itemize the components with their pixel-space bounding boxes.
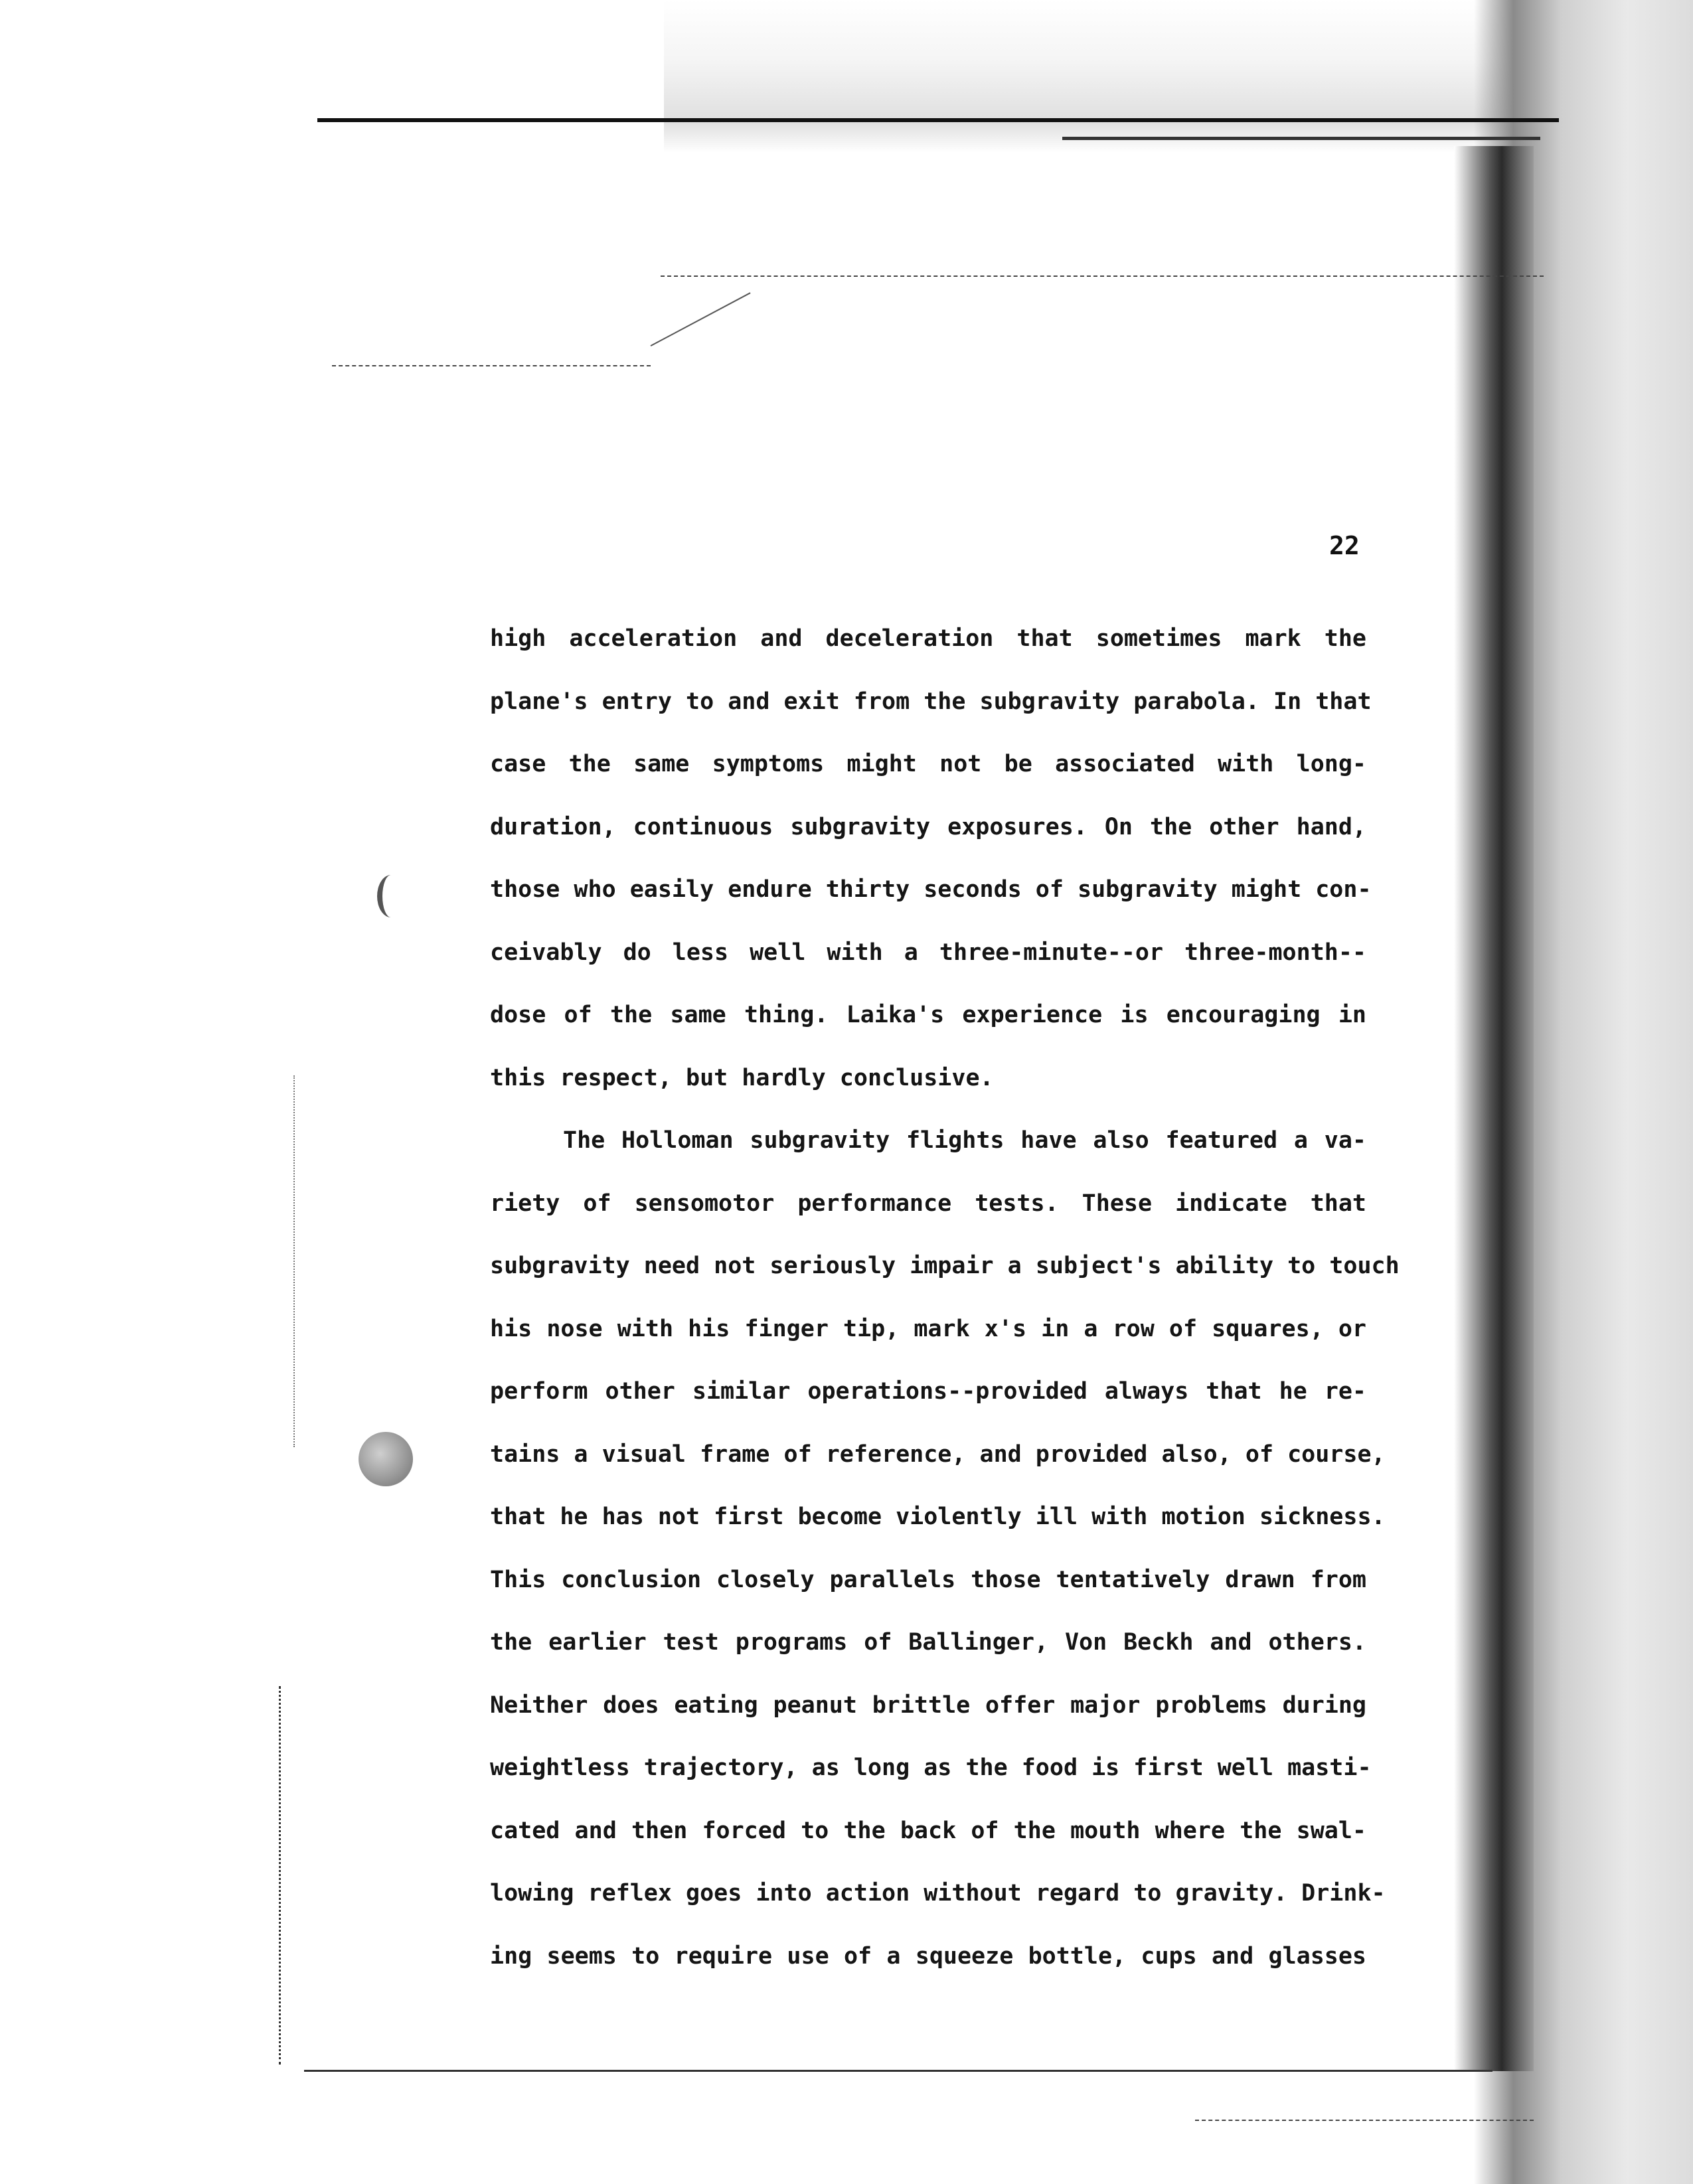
text-line: lowing reflex goes into action without regard to gravity. Drink- — [490, 1880, 1386, 1907]
text-line: ing seems to require use of a squeeze bottle, cups and glasses — [490, 1942, 1366, 1970]
text-line: dose of the same thing. Laika's experience is encouraging in — [490, 1002, 1366, 1028]
scan-dash-line-2 — [332, 365, 651, 366]
text-line: tains a visual frame of reference, and provided also, of course, — [490, 1441, 1386, 1468]
text-line: Neither does eating peanut brittle offer major problems during — [490, 1691, 1366, 1719]
text-line: case the same symptoms might not be associated with long- — [490, 751, 1366, 777]
text-line: ceivably do less well with a three-minute--or three-month-- — [490, 939, 1366, 966]
scan-dash-line-1 — [661, 275, 1544, 277]
body-text — [490, 607, 1400, 1988]
left-edge-artifact — [279, 1686, 281, 2065]
top-edge-line — [317, 118, 1559, 122]
text-line: cated and then forced to the back of the mouth where the swal- — [490, 1817, 1366, 1844]
bottom-edge-line — [304, 2070, 1492, 2072]
text-line: riety of sensomotor performance tests. These indicate that — [490, 1190, 1366, 1217]
text-line: his nose with his finger tip, mark x's in a row of squares, or — [490, 1315, 1366, 1342]
text-line: perform other similar operations--provided always that he re- — [490, 1378, 1366, 1405]
text-line-paragraph-start: The Holloman subgravity flights have also featured a va- — [563, 1127, 1366, 1154]
text-line: duration, continuous subgravity exposures. On the other hand, — [490, 813, 1366, 840]
punch-hole — [359, 1432, 413, 1486]
text-line: high acceleration and deceleration that sometimes mark the — [490, 625, 1366, 652]
punch-hole-mark — [377, 875, 405, 917]
text-line: that he has not first become violently ill with motion sickness. — [490, 1504, 1386, 1530]
page-edge-shadow — [1454, 146, 1534, 2071]
text-line: This conclusion closely parallels those tentatively drawn from — [490, 1566, 1366, 1593]
page-number: 22 — [1329, 531, 1360, 560]
text-line-paragraph-end: this respect, but hardly conclusive. — [490, 1064, 994, 1091]
text-line: weightless trajectory, as long as the food is first well masti- — [490, 1755, 1372, 1781]
text-line: the earlier test programs of Ballinger, Von Beckh and others. — [490, 1629, 1366, 1656]
text-line: subgravity need not seriously impair a subject's ability to touch — [490, 1253, 1400, 1279]
bottom-dash-line — [1195, 2120, 1534, 2121]
text-line: those who easily endure thirty seconds of subgravity might con- — [490, 876, 1372, 903]
text-line: plane's entry to and exit from the subgravity parabola. In that — [490, 688, 1372, 715]
left-edge-artifact-2 — [293, 1075, 295, 1447]
top-edge-line-2 — [1062, 137, 1540, 140]
scan-diagonal-mark — [651, 292, 751, 347]
